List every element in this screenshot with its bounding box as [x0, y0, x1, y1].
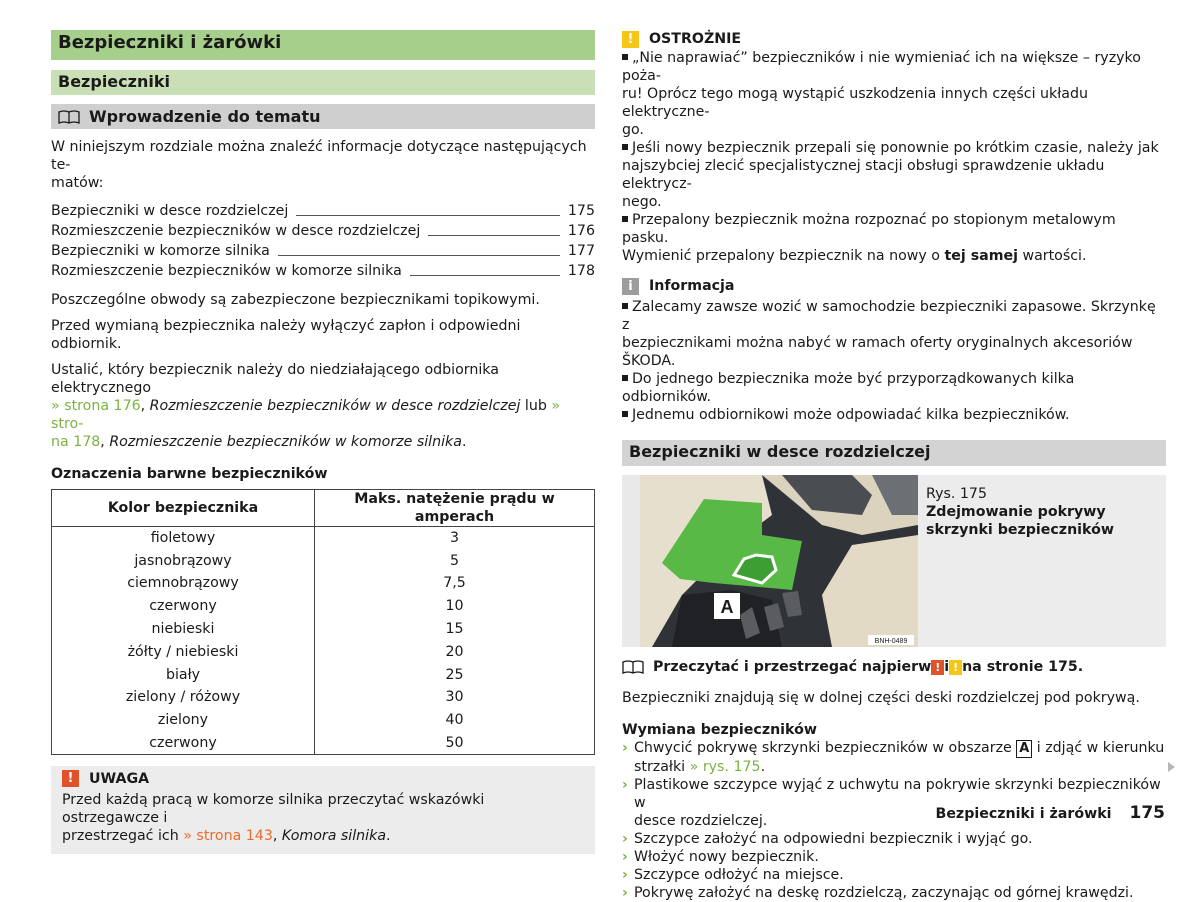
- label-a-box: A: [1016, 740, 1032, 758]
- table-cell: 3: [315, 527, 595, 550]
- book-icon: [622, 660, 644, 674]
- warning-icon-small: !: [931, 660, 944, 675]
- table-row: [52, 618, 595, 641]
- fuse-color-table: [51, 489, 595, 755]
- table-row: [52, 549, 595, 572]
- table-cell: 15: [315, 618, 595, 641]
- section-title: Bezpieczniki: [51, 70, 595, 95]
- table-cell: jasnobrązowy: [52, 549, 315, 572]
- intro-text: W niniejszym rozdziale można znaleźć informacje dotyczące następujących te- matów:: [51, 139, 587, 191]
- steps-title: Wymiana bezpieczników: [622, 722, 817, 738]
- table-row: [52, 527, 595, 550]
- topic-heading-label: Wprowadzenie do tematu: [89, 106, 321, 126]
- list-item: › Szczypce odłożyć na miejsce.: [622, 867, 844, 883]
- table-row: [52, 663, 595, 686]
- column-header: Maks. natężenie prądu w amperach: [315, 490, 595, 527]
- table-row: [52, 732, 595, 755]
- figure-code: BNH-0489: [874, 638, 908, 645]
- toc-item[interactable]: Rozmieszczenie bezpieczników w komorze silnika 178: [51, 263, 595, 279]
- table-cell: zielony: [52, 709, 315, 732]
- page-number: 175: [1129, 803, 1165, 823]
- table-cell: 5: [315, 549, 595, 572]
- table-cell: żółty / niebieski: [52, 640, 315, 663]
- info-icon: i: [622, 278, 639, 295]
- link-strona-143[interactable]: » strona 143: [183, 827, 273, 844]
- paragraph: Przed wymianą bezpiecznika należy wyłączyć zapłon i odpowiedni odbiornik.: [51, 318, 521, 352]
- book-icon: [58, 110, 80, 124]
- warning-icon: !: [62, 770, 79, 787]
- paragraph: Poszczególne obwody są zabezpieczone bezpiecznikami topikowymi.: [51, 292, 540, 308]
- table-cell: ciemnobrązowy: [52, 572, 315, 595]
- table-cell: 20: [315, 640, 595, 663]
- table-cell: czerwony: [52, 595, 315, 618]
- toc-item[interactable]: Bezpieczniki w komorze silnika 177: [51, 243, 595, 259]
- footer-section: Bezpieczniki i żarówki: [935, 806, 1112, 822]
- table-of-contents: [51, 202, 595, 282]
- table-cell: 50: [315, 732, 595, 755]
- table-cell: 10: [315, 595, 595, 618]
- link-strona-178[interactable]: » stro- na 178: [51, 398, 561, 450]
- section-heading-fuses-dashboard: Bezpieczniki w desce rozdzielczej: [622, 440, 1166, 466]
- caution-text: „Nie naprawiać” bezpieczników i nie wymieniać ich na większe – ryzyko poża- ru! Oprócz tego mogą wystąpić uszkodzenia innych części układu elektryczne- go. Jeśli nowy bezpiecznik przepali się ponownie po krótkim czasie, należy jak najszybciej zlecić specjalistycznej stacji obsługi sprawdzenie układu elektrycz- nego. Przepalony bezpiecznik można rozpoznać po stopionym metalowym pasku. Wymienić przepalony bezpiecznik na nowy o tej samej wartości.: [622, 50, 1159, 264]
- left-column: [51, 30, 595, 854]
- table-cell: czerwony: [52, 732, 315, 755]
- caution-heading: ! OSTROŻNIE: [622, 30, 1166, 48]
- read-first-note: Przeczytać i przestrzegać najpierw ! i ! na stronie 175.: [622, 658, 1166, 676]
- table-cell: fioletowy: [52, 527, 315, 550]
- right-column: [622, 30, 1166, 902]
- list-item: › Chwycić pokrywę skrzynki bezpieczników w obszarze A i zdjąć w kierunku strzałki » rys. 175.: [622, 740, 1165, 775]
- toc-item[interactable]: Rozmieszczenie bezpieczników w desce rozdzielczej 176: [51, 223, 595, 239]
- table-cell: 40: [315, 709, 595, 732]
- table-row: [52, 709, 595, 732]
- info-text: Zalecamy zawsze wozić w samochodzie bezpieczniki zapasowe. Skrzynkę z bezpiecznikami można nabyć w ramach oferty oryginalnych akcesoriów ŠKODA. Do jednego bezpiecznika może być przyporządkowanych kilka odbiorników. Jednemu odbiornikowi może odpowiadać kilka bezpieczników.: [622, 299, 1156, 423]
- list-item: › Szczypce założyć na odpowiedni bezpiecznik i wyjąć go.: [622, 831, 1033, 847]
- table-cell: 30: [315, 686, 595, 709]
- table-title: Oznaczenia barwne bezpieczników: [51, 466, 328, 482]
- list-item: › Włożyć nowy bezpiecznik.: [622, 849, 819, 865]
- table-row: [52, 572, 595, 595]
- fuse-cover-photo: [622, 475, 918, 647]
- link-strona-176[interactable]: » strona 176: [51, 398, 141, 414]
- continue-arrow-icon: [1168, 762, 1175, 772]
- table-cell: 25: [315, 663, 595, 686]
- figure-label-a: A: [720, 597, 734, 617]
- figure-caption: Rys. 175 Zdejmowanie pokrywy skrzynki bezpieczników: [918, 475, 1166, 647]
- table-cell: 7,5: [315, 572, 595, 595]
- info-heading: i Informacja: [622, 277, 1166, 295]
- warning-text: Przed każdą pracą w komorze silnika przeczytać wskazówki ostrzegawcze i przestrzegać ich » strona 143, Komora silnika.: [62, 791, 485, 844]
- table-cell: niebieski: [52, 618, 315, 641]
- paragraph: Ustalić, który bezpiecznik należy do niedziałającego odbiornika elektrycznego » strona 176, Rozmieszczenie bezpieczników w desce rozdzielczej lub » stro- na 178, Rozmieszczenie bezpieczników w komorze silnika.: [51, 362, 561, 450]
- topic-heading: [51, 104, 595, 129]
- paragraph: Bezpieczniki znajdują się w dolnej części deski rozdzielczej pod pokrywą.: [622, 690, 1140, 706]
- list-item: › Plastikowe szczypce wyjąć z uchwytu na pokrywie skrzynki bezpieczników w desce rozdzielczej.: [622, 777, 1161, 829]
- chapter-title: Bezpieczniki i żarówki: [51, 30, 595, 60]
- table-cell: biały: [52, 663, 315, 686]
- link-rys-175[interactable]: » rys. 175: [689, 759, 761, 775]
- figure-175: [622, 475, 1166, 647]
- caution-icon-small: !: [949, 660, 962, 675]
- list-item: › Pokrywę założyć na deskę rozdzielczą, zaczynając od górnej krawędzi.: [622, 885, 1134, 901]
- table-row: [52, 686, 595, 709]
- column-header: Kolor bezpiecznika: [52, 490, 315, 527]
- caution-icon: !: [622, 31, 639, 48]
- warning-box: ! UWAGA Przed każdą pracą w komorze silnika przeczytać wskazówki ostrzegawcze i przestrzegać ich » strona 143, Komora silnika.: [51, 766, 595, 854]
- table-row: [52, 595, 595, 618]
- table-row: [52, 640, 595, 663]
- page-footer: [936, 804, 1166, 823]
- table-cell: zielony / różowy: [52, 686, 315, 709]
- toc-item[interactable]: Bezpieczniki w desce rozdzielczej 175: [51, 203, 595, 219]
